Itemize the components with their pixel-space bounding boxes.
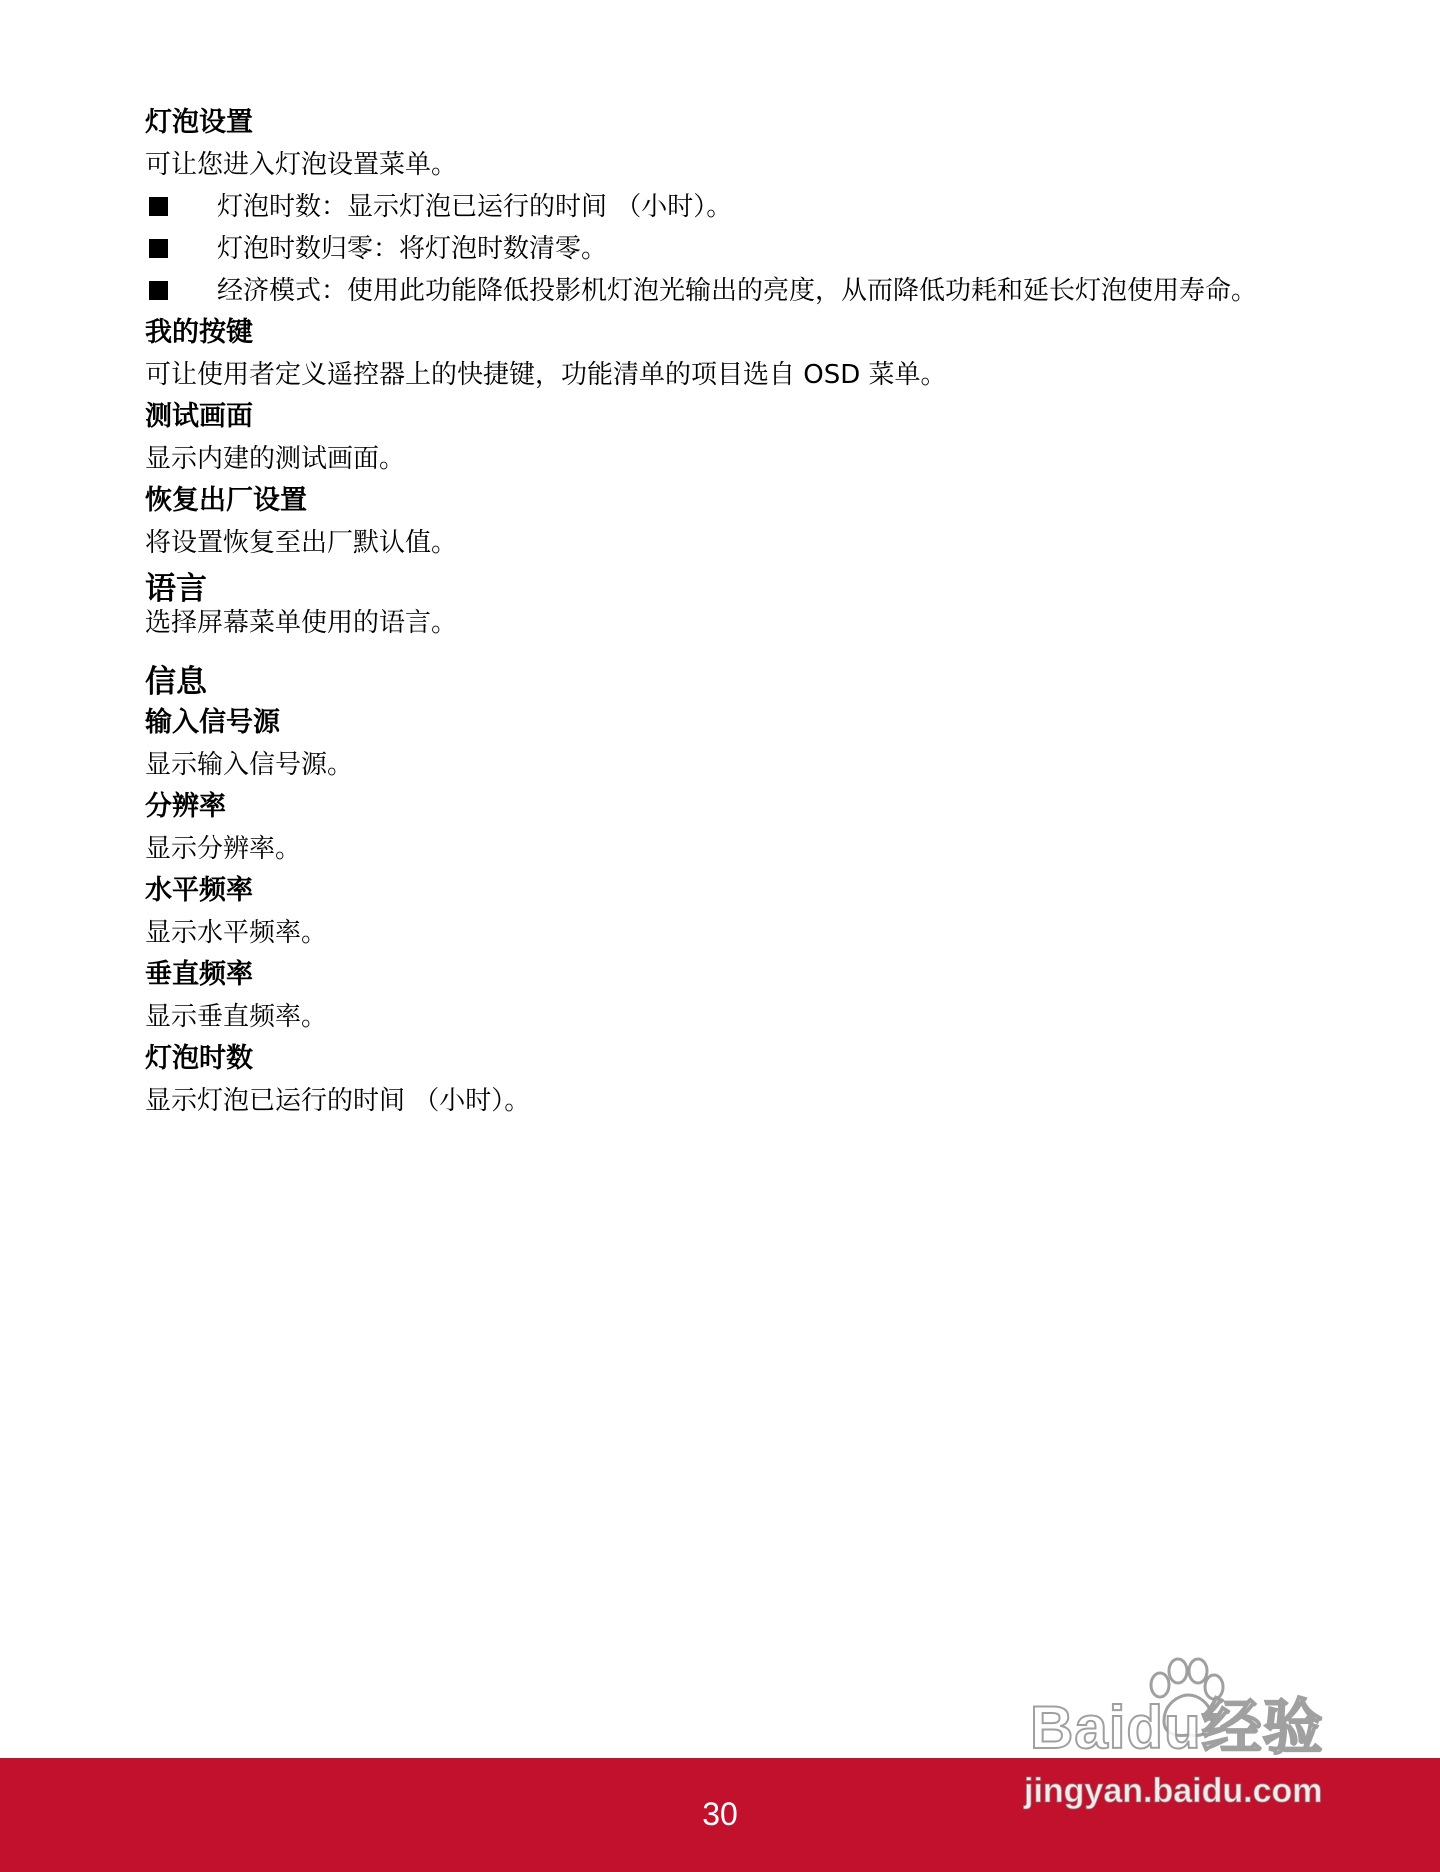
horizontal-frequency-heading: 水平频率 <box>145 875 253 906</box>
factory-reset-heading: 恢复出厂设置 <box>145 485 307 516</box>
watermark-url: jingyan.baidu.com <box>1024 1772 1323 1810</box>
baidu-watermark <box>1020 1655 1390 1835</box>
my-button-description: 可让使用者定义遥控器上的快捷键，功能清单的项目选自 OSD 菜单。 <box>145 360 947 390</box>
spacer <box>145 564 1295 572</box>
test-pattern-heading: 测试画面 <box>145 401 253 432</box>
lamp-hours-heading: 灯泡时数 <box>145 1043 253 1074</box>
list-item-text: 经济模式：使用此功能降低投影机灯泡光输出的亮度，从而降低功耗和延长灯泡使用寿命。 <box>217 276 1258 306</box>
input-source-description: 显示输入信号源。 <box>145 750 354 780</box>
lamp-settings-heading: 灯泡设置 <box>145 107 253 138</box>
watermark-logo: Baidu经验 <box>1030 1694 1324 1761</box>
lamp-settings-description: 可让您进入灯泡设置菜单。 <box>145 150 458 180</box>
square-bullet-icon <box>149 197 168 216</box>
my-button-heading: 我的按键 <box>145 317 253 348</box>
horizontal-frequency-description: 显示水平频率。 <box>145 918 328 948</box>
input-source-heading: 输入信号源 <box>145 707 280 738</box>
square-bullet-icon <box>149 239 168 258</box>
list-item <box>145 228 1295 270</box>
page-number: 30 <box>702 1796 738 1832</box>
list-item <box>145 186 1295 228</box>
information-heading: 信息 <box>145 664 207 700</box>
list-item <box>145 270 1295 312</box>
square-bullet-icon <box>149 281 168 300</box>
factory-reset-description: 将设置恢复至出厂默认值。 <box>145 528 458 558</box>
list-item-text: 灯泡时数归零：将灯泡时数清零。 <box>217 234 608 264</box>
language-heading: 语言 <box>145 571 207 607</box>
page-content <box>145 102 1295 1122</box>
language-description: 选择屏幕菜单使用的语言。 <box>145 608 458 638</box>
lamp-hours-description: 显示灯泡已运行的时间 （小时）。 <box>145 1086 531 1116</box>
resolution-description: 显示分辨率。 <box>145 834 302 864</box>
vertical-frequency-heading: 垂直频率 <box>145 959 253 990</box>
spacer <box>145 640 1295 662</box>
resolution-heading: 分辨率 <box>145 791 226 822</box>
lamp-settings-list <box>145 186 1295 312</box>
test-pattern-description: 显示内建的测试画面。 <box>145 444 406 474</box>
vertical-frequency-description: 显示垂直频率。 <box>145 1002 328 1032</box>
list-item-text: 灯泡时数：显示灯泡已运行的时间 （小时）。 <box>217 192 733 222</box>
